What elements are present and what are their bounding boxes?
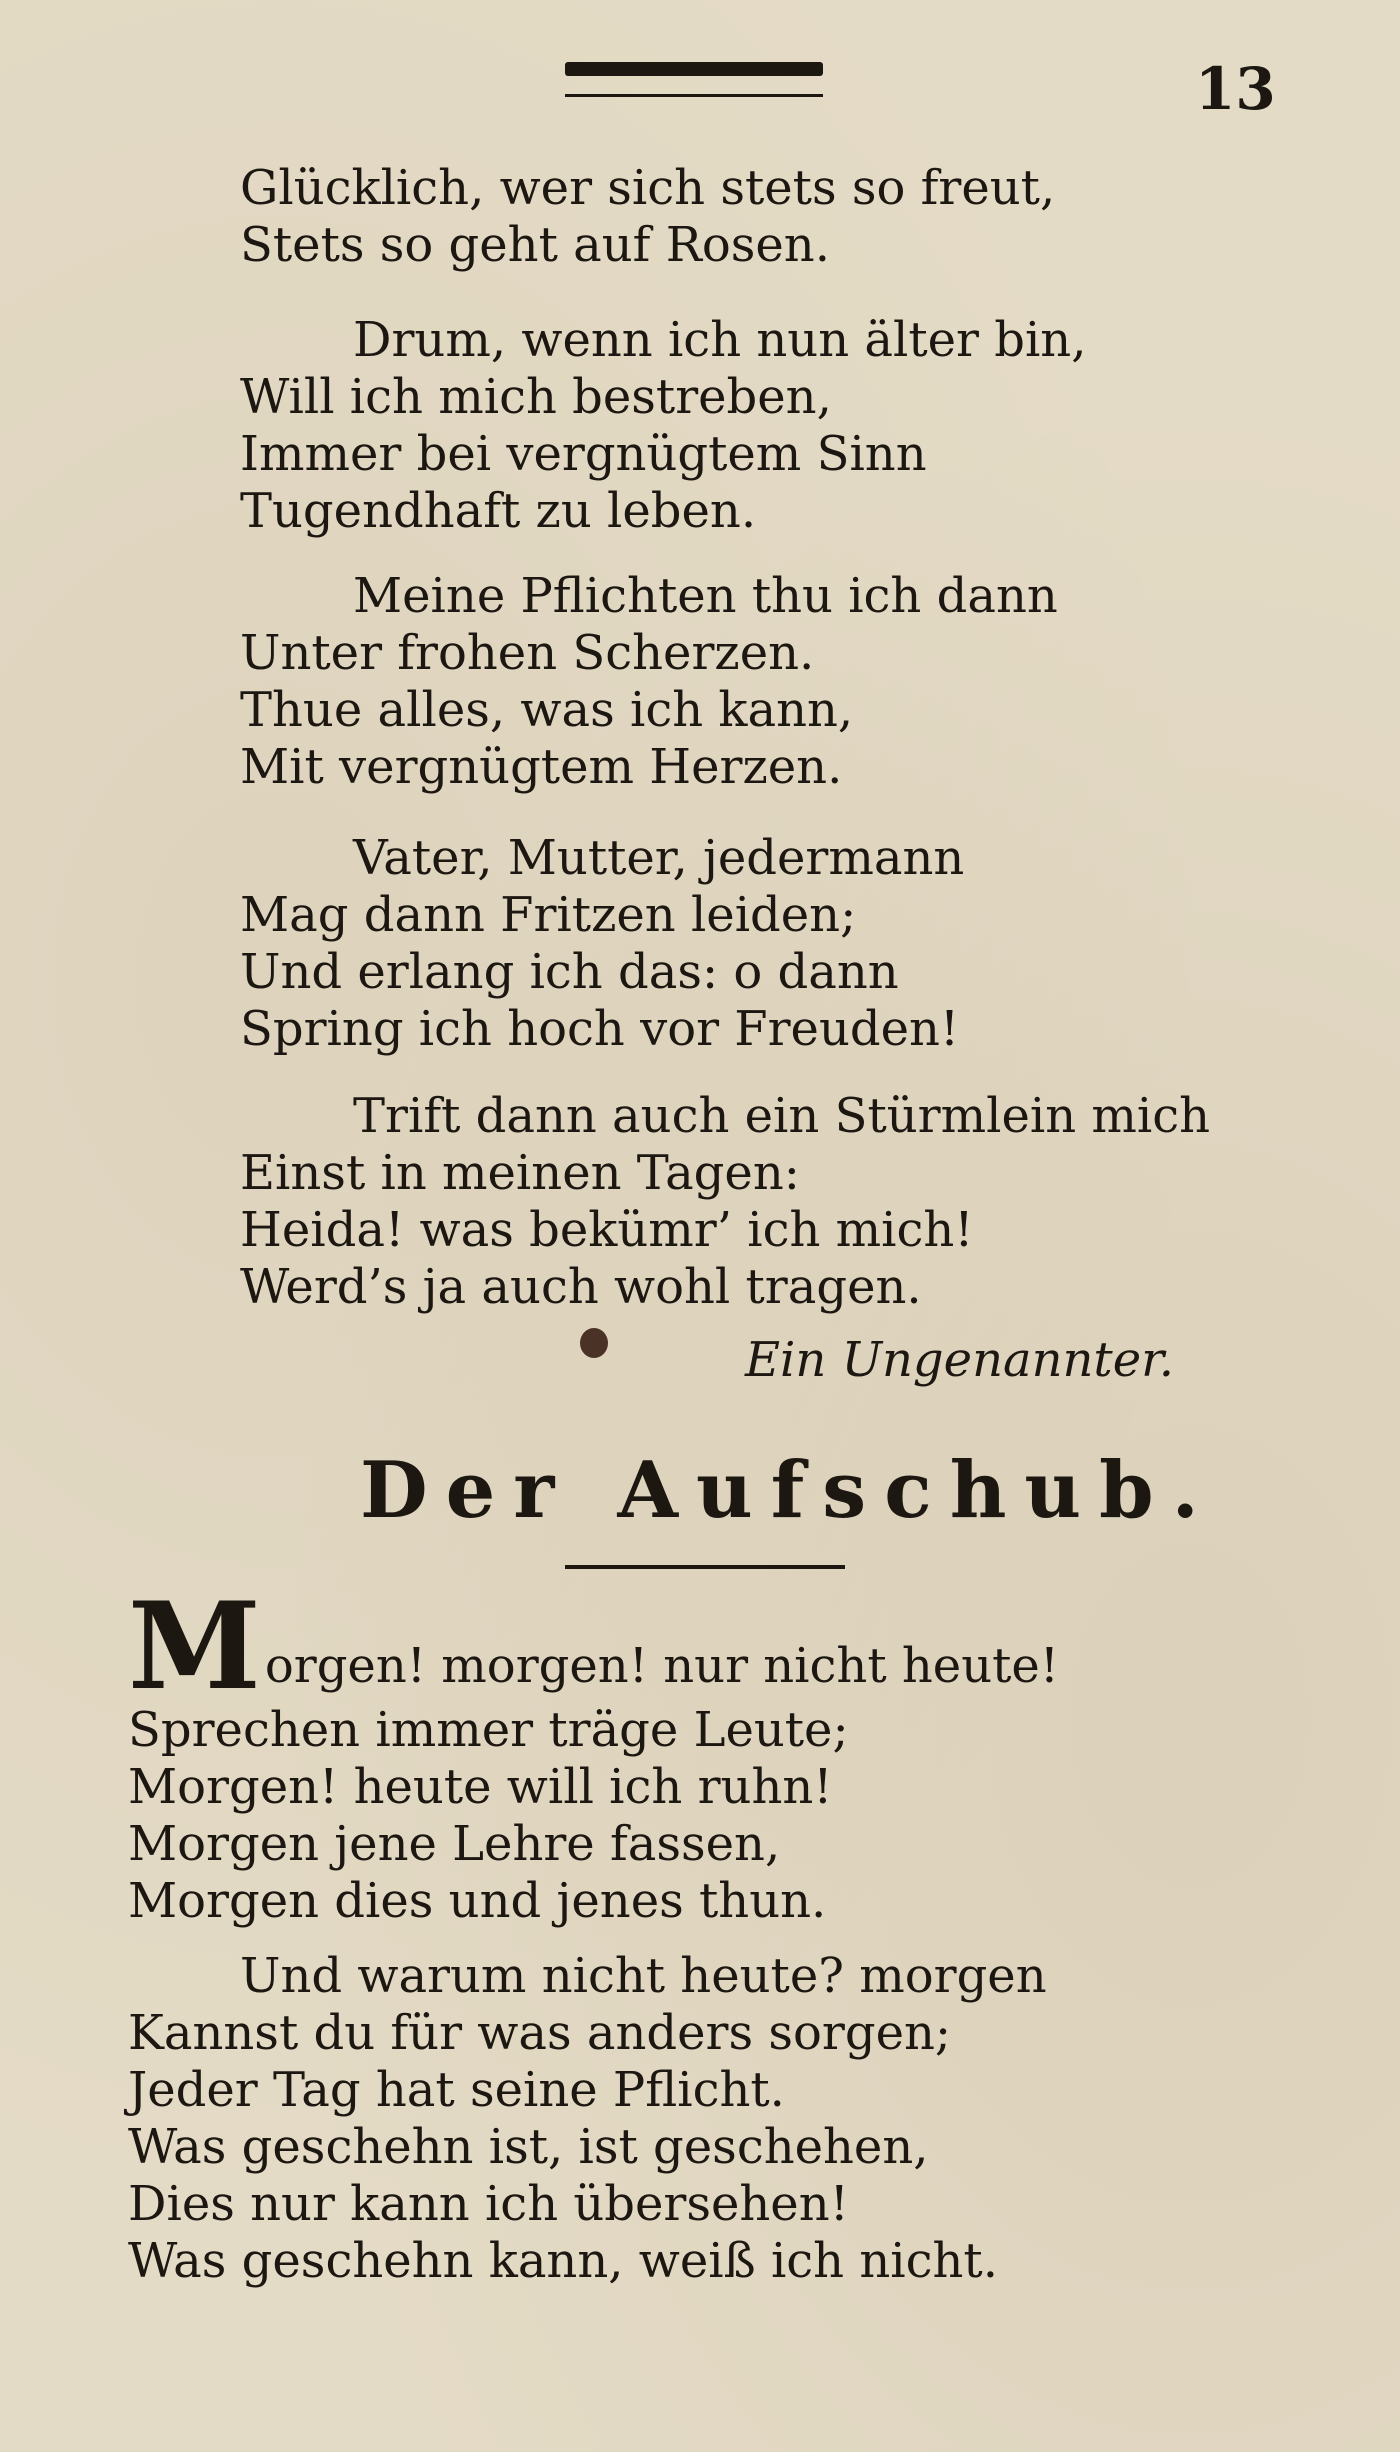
verse-line: Trift dann auch ein Stürmlein mich <box>353 1088 1211 1144</box>
verse-line: Sprechen immer träge Leute; <box>128 1702 849 1758</box>
verse-line: Heida! was bekümr’ ich mich! <box>240 1202 974 1258</box>
poem2-title: Der Aufschub. <box>360 1445 1217 1536</box>
verse-line: Morgen! heute will ich ruhn! <box>128 1759 833 1815</box>
poem1-stanza-2 <box>240 312 1086 540</box>
poem1-signature: Ein Ungenannter. <box>745 1332 1175 1388</box>
verse-line: Stets so geht auf Rosen. <box>240 217 830 273</box>
verse-line: Kannst du für was anders sorgen; <box>128 2005 952 2061</box>
verse-line: Will ich mich bestreben, <box>240 369 832 425</box>
title-rule <box>565 1565 845 1569</box>
header-thin-rule <box>565 94 823 97</box>
header-ornament-rule <box>565 62 823 76</box>
verse-line: Mag dann Fritzen leiden; <box>240 887 857 943</box>
poem1-stanza-3 <box>240 568 1058 796</box>
verse-line: Meine Pflichten thu ich dann <box>353 568 1058 624</box>
verse-line: Spring ich hoch vor Freuden! <box>240 1001 960 1057</box>
verse-line: Jeder Tag hat seine Pflicht. <box>128 2062 785 2118</box>
verse-line: Glücklich, wer sich stets so freut, <box>240 160 1056 216</box>
poem2-stanza-1 <box>128 1576 1128 1930</box>
verse-line: Werd’s ja auch wohl tragen. <box>240 1259 922 1315</box>
verse-line: Drum, wenn ich nun älter bin, <box>353 312 1087 368</box>
page-number: 13 <box>1195 55 1276 123</box>
verse-line: Was geschehn ist, ist geschehen, <box>128 2119 929 2175</box>
poem2-stanza-2 <box>128 1948 1047 2290</box>
ink-blot <box>580 1328 608 1358</box>
verse-line: Morgen dies und jenes thun. <box>128 1873 827 1929</box>
verse-line: Und erlang ich das: o dann <box>240 944 899 1000</box>
verse-line: Einst in meinen Tagen: <box>240 1145 800 1201</box>
verse-line: Und warum nicht heute? morgen <box>240 1948 1047 2004</box>
verse-line: Unter frohen Scherzen. <box>240 625 815 681</box>
poem1-stanza-5 <box>240 1088 1210 1316</box>
drop-cap: M <box>128 1576 261 1717</box>
verse-line: Morgen jene Lehre fassen, <box>128 1816 781 1872</box>
verse-line: Mit vergnügtem Herzen. <box>240 739 843 795</box>
verse-line: Vater, Mutter, jedermann <box>353 830 965 886</box>
verse-line: Dies nur kann ich übersehen! <box>128 2176 849 2232</box>
verse-line: Was geschehn kann, weiß ich nicht. <box>128 2233 998 2289</box>
verse-line-rest: orgen! morgen! nur nicht heute! <box>264 1638 1060 1694</box>
poem1-stanza-4 <box>240 830 964 1058</box>
poem1-stanza-1 <box>240 160 1055 274</box>
verse-line-first <box>128 1576 1128 1717</box>
verse-line: Immer bei vergnügtem Sinn <box>240 426 927 482</box>
verse-line: Thue alles, was ich kann, <box>240 682 854 738</box>
verse-line: Tugendhaft zu leben. <box>240 483 757 539</box>
